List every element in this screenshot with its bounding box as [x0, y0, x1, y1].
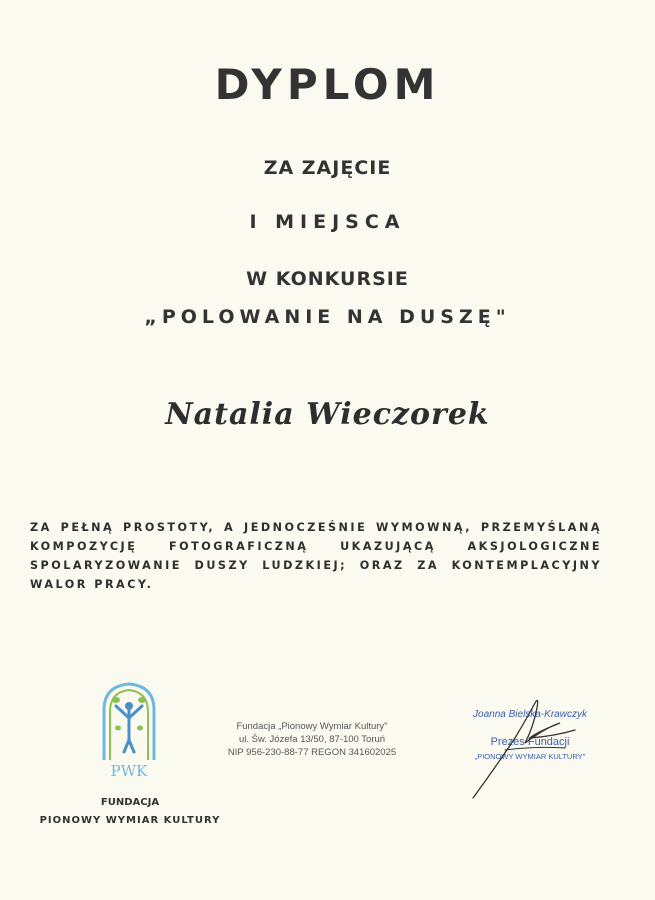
address-line-3: NIP 956-230-88-77 REGON 341602025 [227, 747, 397, 758]
handwritten-signature [465, 688, 585, 803]
logo-org-line-1: FUNDACJA [100, 797, 160, 808]
signatory-role: Prezes Fundacji [490, 736, 570, 748]
contest-intro: W KONKURSIE [246, 268, 409, 290]
address-line-1: Fundacja „Pionowy Wymiar Kultury" [236, 721, 388, 732]
diploma-title: DYPLOM [214, 60, 441, 109]
address-line-2: ul. Św. Józefa 13/50, 87-100 Toruń [238, 734, 386, 745]
tree-figure-arch-icon [96, 680, 162, 780]
recipient-name: Natalia Wieczorek [165, 397, 490, 432]
contest-name: „POLOWANIE NA DUSZĘ" [144, 306, 511, 328]
logo-initials: PWK [110, 762, 148, 780]
place-line-2: I MIEJSCA [249, 211, 406, 233]
foundation-address [212, 720, 412, 759]
signatory-name: Joanna Bielska-Krawczyk [473, 709, 587, 720]
place-line-1: ZA ZAJĘCIE [263, 157, 392, 179]
logo-org-line-2: PIONOWY WYMIAR KULTURY [39, 815, 221, 826]
signatory-org: „PIONOWY WYMIAR KULTURY" [474, 752, 586, 761]
award-justification: ZA PEŁNĄ PROSTOTY, A JEDNOCZEŚNIE WYMOWNĄ, PRZEMYŚLANĄ KOMPOZYCJĘ FOTOGRAFICZNĄ UKAZUJĄCĄ AKSJOLOGICZNE SPOLARYZOWANIE DUSZY LUDZKIEJ; ORAZ ZA KONTEMPLACYJNY WALOR PRACY. [30, 521, 602, 591]
